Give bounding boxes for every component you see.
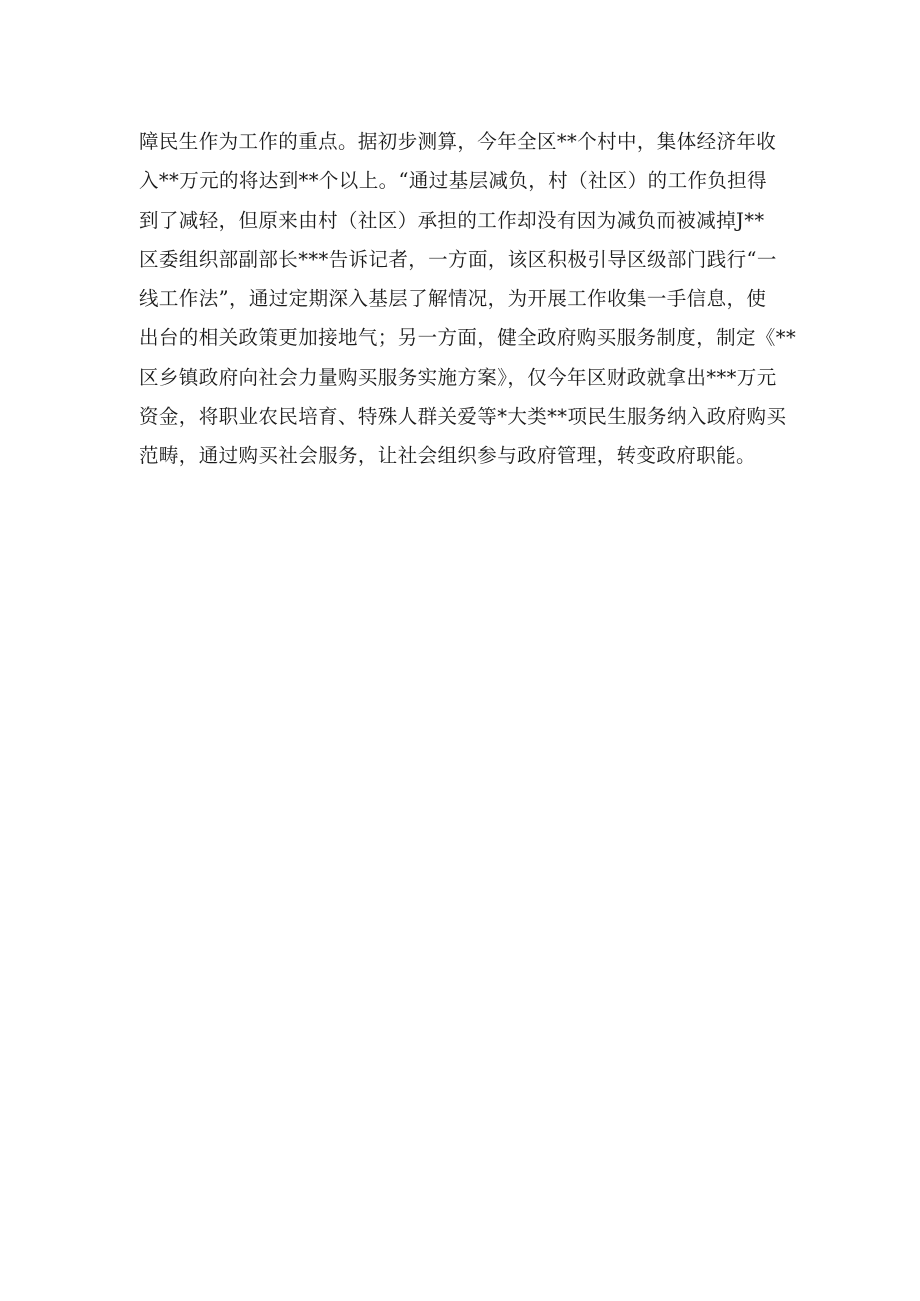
paragraph-line: 区委组织部副部长***告诉记者，一方面，该区积极引导区级部门践行“一 bbox=[139, 247, 777, 271]
paragraph-line: 资金，将职业农民培育、特殊人群关爱等*大类**项民生服务纳入政府购买 bbox=[139, 405, 787, 429]
paragraph-line: 区乡镇政府向社会力量购买服务实施方案》，仅今年区财政就拿出***万元 bbox=[139, 365, 777, 389]
body-paragraph bbox=[139, 122, 797, 476]
paragraph-line: 入**万元的将达到**个以上。“通过基层减负，村（社区）的工作负担得 bbox=[139, 169, 768, 193]
paragraph-line: 到了减轻，但原来由村（社区）承担的工作却没有因为减负而被减掉J** bbox=[139, 208, 765, 232]
paragraph-line: 出台的相关政策更加接地气；另一方面，健全政府购买服务制度，制定《** bbox=[139, 326, 797, 350]
paragraph-line: 范畴，通过购买社会服务，让社会组织参与政府管理，转变政府职能。 bbox=[139, 444, 756, 468]
paragraph-line: 障民生作为工作的重点。据初步测算，今年全区**个村中，集体经济年收 bbox=[139, 130, 777, 153]
paragraph-line: 线工作法”，通过定期深入基层了解情况，为开展工作收集一手信息，使 bbox=[139, 287, 767, 311]
